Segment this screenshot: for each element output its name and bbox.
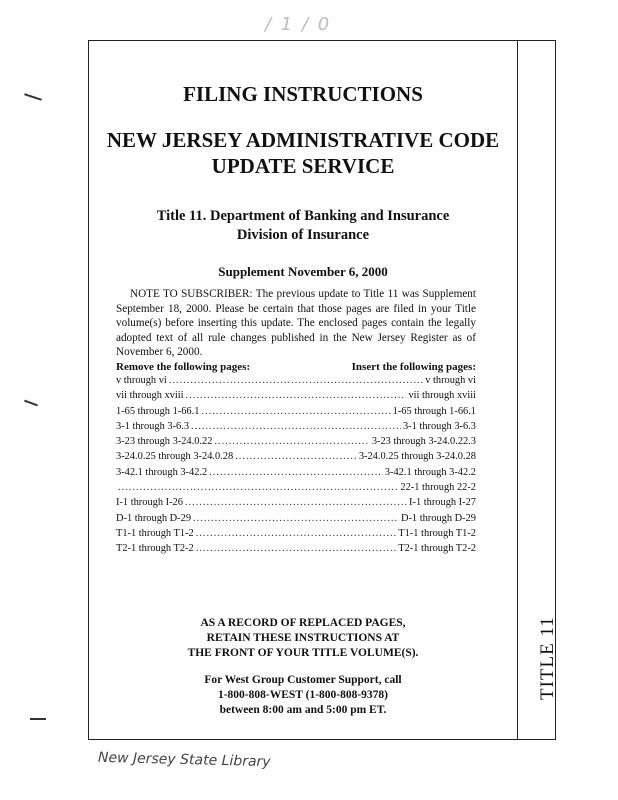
page-list-row [116, 543, 476, 558]
leader-dots [185, 497, 407, 508]
page-list-row [116, 482, 476, 497]
scan-mark [24, 400, 38, 407]
subscriber-note: NOTE TO SUBSCRIBER: The previous update to Title 11 was Supplement September 18, 2000. Please be certain that those pages are filed in your Title volume(s) before inserting this update. The enclosed pages contain the legally adopted text of all rule changes published in the New Jersey Register as of November 6, 2000. [116, 288, 476, 358]
leader-dots [191, 421, 401, 432]
title-heading-line2: Division of Insurance [236, 227, 370, 243]
leader-dots [214, 436, 369, 447]
handwritten-note: / 1 / 0 [265, 14, 332, 35]
page-list-row [116, 406, 476, 421]
support-line1: For West Group Customer Support, call [204, 674, 402, 686]
support-hours: between 8:00 am and 5:00 pm ET. [219, 704, 387, 716]
page-list-row [116, 513, 476, 528]
code-title-line1: NEW JERSEY ADMINISTRATIVE CODE [106, 128, 500, 152]
remove-pages-entry: T2-1 through T2-2 [116, 543, 194, 555]
page-list-row [116, 528, 476, 543]
page-list-row [116, 467, 476, 482]
record-line3: THE FRONT OF YOUR TITLE VOLUME(S). [187, 647, 419, 659]
remove-pages-entry: v through vi [116, 375, 167, 386]
leader-dots [235, 451, 357, 462]
insert-pages-entry: T2-1 through T2-2 [398, 543, 476, 555]
insert-pages-entry: T1-1 through T1-2 [398, 527, 476, 539]
page-list-row [116, 436, 476, 451]
title-heading-line1: Title 11. Department of Banking and Insurance [156, 208, 450, 224]
page-title: FILING INSTRUCTIONS [183, 82, 423, 106]
title-heading [88, 207, 518, 245]
remove-pages-entry: vii through xviii [116, 390, 184, 402]
remove-pages-header: Remove the following pages: [116, 361, 251, 373]
page-list-row [116, 375, 476, 390]
page-list-row [116, 451, 476, 466]
title-tab-label: TITLE 11 [537, 616, 558, 700]
remove-pages-entry: 3-1 through 3-6.3 [116, 420, 190, 432]
remove-pages-entry: 1-65 through 1-66.1 [116, 405, 200, 417]
page-list-row [116, 390, 476, 405]
insert-pages-entry: 3-42.1 through 3-42.2 [384, 466, 476, 478]
page-list [116, 375, 476, 559]
leader-dots [186, 390, 407, 401]
remove-pages-entry: 3-24.0.25 through 3-24.0.28 [116, 451, 234, 463]
support-phone: 1-800-808-WEST (1-800-808-9378) [217, 689, 389, 701]
leader-dots [201, 406, 390, 417]
insert-pages-entry: 22-1 through 22-2 [400, 482, 476, 494]
insert-pages-entry: 3-23 through 3-24.0.22.3 [371, 436, 476, 448]
insert-pages-entry: 3-24.0.25 through 3-24.0.28 [358, 451, 476, 463]
insert-pages-entry: v through vi [425, 375, 476, 386]
remove-pages-entry: 3-23 through 3-24.0.22 [116, 436, 213, 448]
library-stamp: New Jersey State Library [97, 749, 271, 771]
leader-dots [196, 543, 397, 554]
code-title [88, 127, 518, 179]
leader-dots [169, 375, 423, 386]
remove-pages-entry: D-1 through D-29 [116, 512, 192, 524]
leader-dots [193, 513, 399, 524]
remove-pages-entry: T1-1 through T1-2 [116, 527, 194, 539]
leader-dots [209, 467, 383, 478]
record-line2: RETAIN THESE INSTRUCTIONS AT [206, 632, 400, 644]
leader-dots [118, 482, 398, 493]
supplement-date: Supplement November 6, 2000 [218, 264, 388, 279]
scan-mark [30, 718, 46, 720]
customer-support [88, 673, 518, 718]
insert-pages-entry: vii through xviii [408, 390, 476, 402]
insert-pages-entry: 3-1 through 3-6.3 [402, 420, 476, 432]
remove-pages-entry: 3-42.1 through 3-42.2 [116, 466, 208, 478]
page-list-row [116, 497, 476, 512]
page-list-row [116, 421, 476, 436]
leader-dots [196, 528, 397, 539]
insert-pages-header: Insert the following pages: [351, 361, 476, 373]
insert-pages-entry: 1-65 through 1-66.1 [392, 405, 476, 417]
record-line1: AS A RECORD OF REPLACED PAGES, [200, 617, 406, 629]
scan-mark [24, 93, 42, 100]
code-title-line2: UPDATE SERVICE [211, 154, 395, 178]
remove-pages-entry: I-1 through I-26 [116, 497, 183, 509]
insert-pages-entry: I-1 through I-27 [409, 497, 476, 509]
insert-pages-entry: D-1 through D-29 [400, 512, 476, 524]
record-instructions [88, 616, 518, 661]
